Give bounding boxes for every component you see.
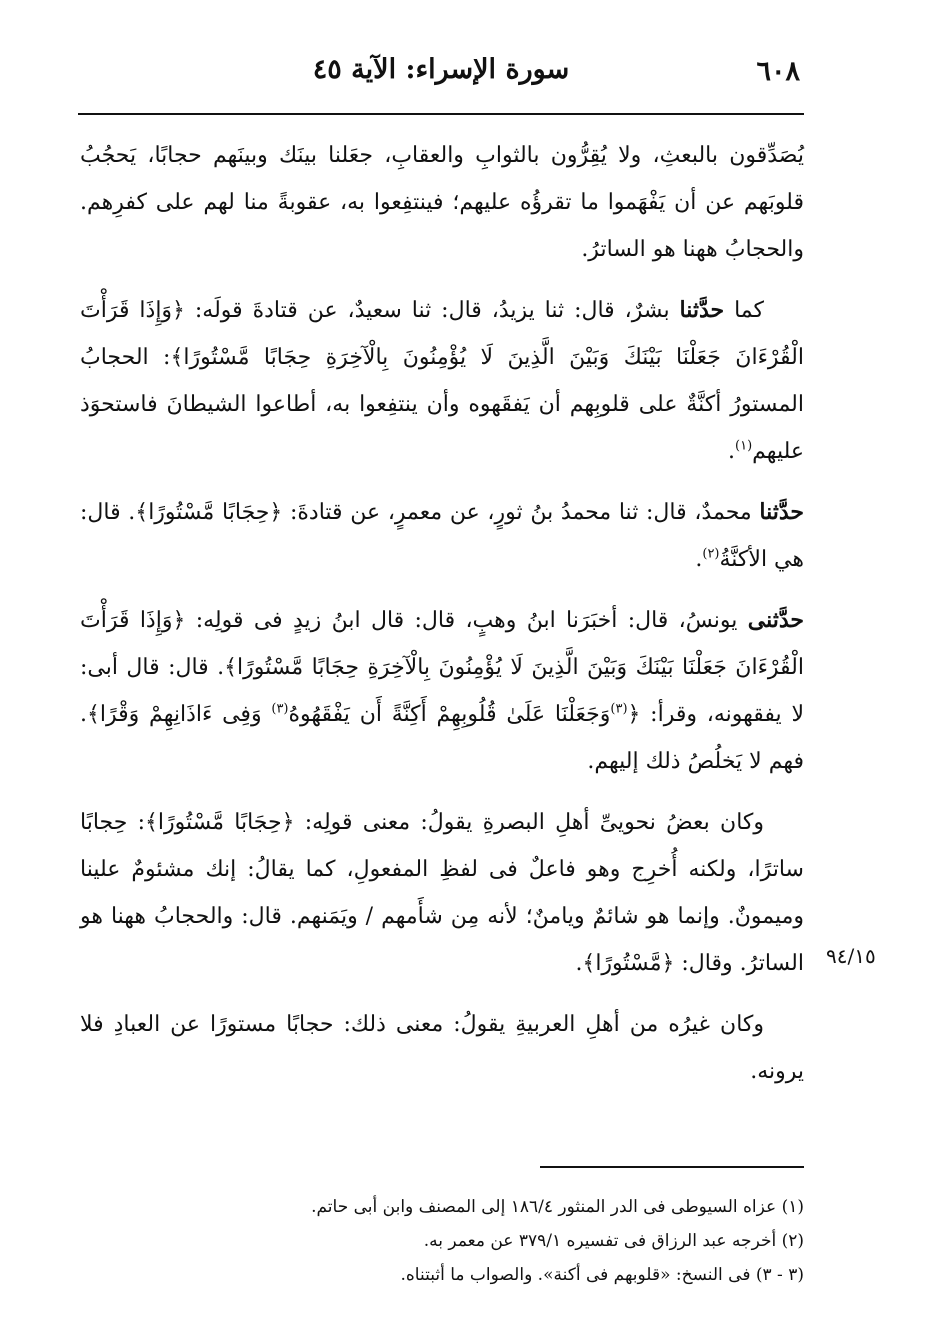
footnote-2: (٢) أخرجه عبد الرزاق فى تفسيره ٣٧٩/١ عن معمر به. [423,1231,804,1251]
footnote-marker: (٢) [702,546,720,562]
footnote-rule [540,1166,804,1168]
isnad-lead: حدَّثنا [679,297,725,323]
page-header [78,52,804,102]
paragraph-tail: . [695,547,703,572]
footnote-1: (١) عزاه السيوطى فى الدر المنثور ١٨٦/٤ إلى المصنف وابن أبى حاتم. [311,1197,804,1217]
header-rule [78,113,804,115]
paragraph-text: وَفِى ءَاذَانِهِمْ وَقْرًا﴾. فهم لا يَخلُصُ ذلك إليهم. [80,702,804,774]
quran-quote: وَجَعَلْنَا عَلَىٰ قُلُوبِهِمْ أَكِنَّةً أَن يَفْقَهُوهُ [288,702,611,727]
paragraph-tail: . [728,439,736,464]
paragraph-6 [80,1001,804,1095]
paragraph-text: محمدٌ، قال: ثنا محمدُ بنُ ثورٍ، عن معمرٍ، عن قتادةَ: ﴿حِجَابًا مَّسْتُورًا﴾. قال: هي الأكنَّةُ [80,500,804,572]
paragraph-2 [80,287,804,475]
paragraph-text: يُصَدِّقون بالبعثِ، ولا يُقِرُّون بالثوابِ والعقابِ، جعَلنا بينَك وبينَهم حجابًا، يَحجُبُ قلوبَهم عن أن يَفْهَموا ما تقرؤُه عليهم؛ فينتفِعوا به، عقوبةً منا لهم على كفرِهم. والحجابُ ههنا هو الساترُ. [80,143,804,262]
page-number: ٦٠٨ [756,56,800,87]
paragraph-3 [80,489,804,583]
margin-reference: ٩٤/١٥ [826,944,876,968]
main-text [80,132,804,1109]
running-title: سورة الإسراء: الآية ٤٥ [312,54,570,85]
paragraph-text: وكان بعضُ نحويىِّ أهلِ البصرةِ يقولُ: معنى قولِه: ﴿حِجَابًا مَّسْتُورًا﴾: حِجابًا ساترًا، ولكنه أُخرِج وهو فاعلٌ فى لفظِ المفعولِ، كما يقالُ: إنك مشئومٌ علينا وميمونٌ. وإنما هو شائمٌ ويامنٌ؛ لأنه مِن شأَمهم / ويَمَنهم. قال: والحجابُ ههنا هو الساترُ. وقال: ﴿مَّسْتُورًا﴾. [80,810,804,976]
isnad-lead: حدَّثنى [747,607,804,633]
paragraph-1 [80,132,804,273]
paragraph-4 [80,597,804,785]
paragraph-prefix: كما [724,298,764,323]
paragraph-text: بشرٌ، قال: ثنا يزيدُ، قال: ثنا سعيدٌ، عن قتادةَ قولَه: ﴿وَإِذَا قَرَأْتَ الْقُرْءَانَ جَعَلْنَا بَيْنَكَ وَبَيْنَ الَّذِينَ لَا يُؤْمِنُونَ بِالْآخِرَةِ حِجَابًا مَّسْتُورًا﴾: الحجابُ المستورُ أكنَّةٌ على قلوبِهم أن يَفقَهوه وأن ينتفِعوا به، أطاعوا الشيطانَ فاستحوَذ عليهم [80,298,804,464]
footnote-marker: (٣) [271,701,289,717]
paragraph-text: يونسُ، قال: أخبَرَنا ابنُ وهبٍ، قال: قال ابنُ زيدٍ فى قولِه: ﴿وَإِذَا قَرَأْتَ الْقُرْءَانَ جَعَلْنَا بَيْنَكَ وَبَيْنَ الَّذِينَ لَا يُؤْمِنُونَ بِالْآخِرَةِ حِجَابًا مَّسْتُورًا﴾. قال: قال أبى: لا يفقهونه، وقرأ: ﴿ [80,608,804,727]
footnote-marker: (٣) [610,701,628,717]
paragraph-5 [80,799,804,987]
footnote-marker: (١) [735,438,753,454]
footnote-3: (٣ - ٣) فى النسخ: «قلوبهم فى أكنة». والصواب ما أثبتناه. [400,1265,804,1285]
footnotes [80,1190,804,1292]
paragraph-text: وكان غيرُه من أهلِ العربيةِ يقولُ: معنى ذلك: حجابًا مستورًا عن العبادِ فلا يرونه. [80,1012,804,1084]
isnad-lead: حدَّثنا [759,499,804,525]
